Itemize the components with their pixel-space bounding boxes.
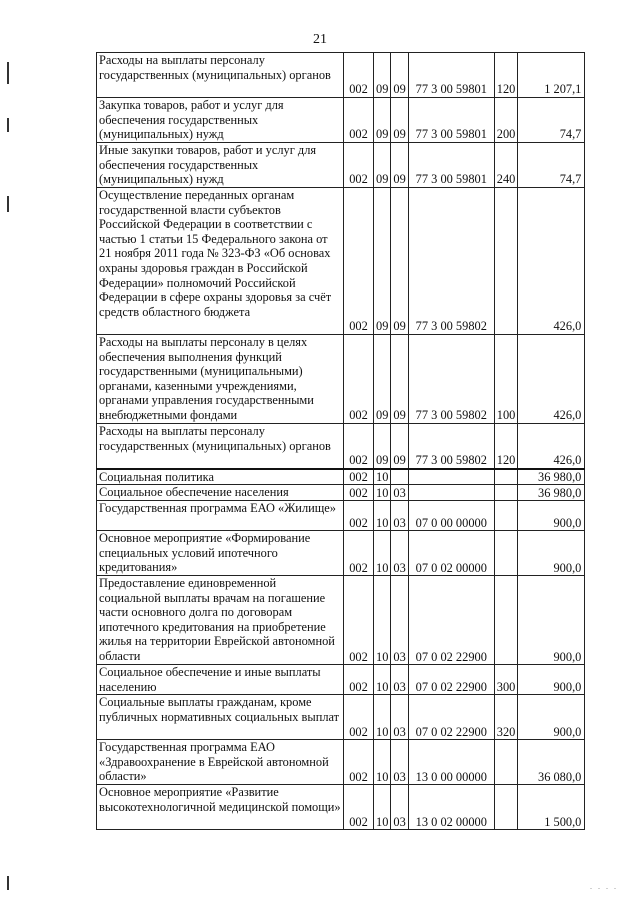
row-name-cell: Социальное обеспечение населения: [97, 485, 344, 501]
subsection-code-cell: 09: [391, 98, 408, 143]
section-code-cell: 10: [374, 485, 391, 501]
target-article-code-cell: 77 3 00 59801: [408, 53, 494, 98]
expense-type-code-cell: [494, 576, 518, 665]
table-row: [97, 576, 585, 665]
target-article-code-cell: 13 0 00 00000: [408, 740, 494, 785]
table-body: [97, 53, 585, 830]
expense-type-code-cell: 200: [494, 98, 518, 143]
ministry-code-cell: 002: [344, 98, 374, 143]
row-name-cell: Предоставление единовременной социальной выплаты врачам на погашение части основного долга по договорам ипотечного кредитования на приобретение жилья на территории Еврейской автономной области: [97, 576, 344, 665]
table-row: [97, 665, 585, 695]
expense-type-code-cell: [494, 501, 518, 531]
subsection-code-cell: 09: [391, 188, 408, 335]
table-row: [97, 188, 585, 335]
section-code-cell: 09: [374, 98, 391, 143]
subsection-code-cell: 03: [391, 695, 408, 740]
target-article-code-cell: [408, 469, 494, 485]
amount-cell: 36 980,0: [518, 485, 585, 501]
ministry-code-cell: 002: [344, 501, 374, 531]
row-name-cell: Основное мероприятие «Формирование специальных условий ипотечного кредитования»: [97, 531, 344, 576]
row-name-cell: Закупка товаров, работ и услуг для обеспечения государственных (муниципальных) нужд: [97, 98, 344, 143]
subsection-code-cell: 03: [391, 576, 408, 665]
subsection-code-cell: 09: [391, 424, 408, 469]
corner-scan-mark: . . . .: [590, 882, 618, 891]
target-article-code-cell: 13 0 02 00000: [408, 785, 494, 830]
budget-allocation-table: [96, 52, 585, 830]
ministry-code-cell: 002: [344, 143, 374, 188]
subsection-code-cell: 03: [391, 785, 408, 830]
table-row: [97, 143, 585, 188]
row-name-cell: Осуществление переданных органам государственной власти субъектов Российской Федерации в соответствии с частью 1 статьи 15 Федерального закона от 21 ноября 2011 года № 323-ФЗ «Об основах охраны здоровья граждан в Российской Федерации» полномочий Российской Федерации в сфере охраны здоровья за счёт средств областного бюджета: [97, 188, 344, 335]
table-row: [97, 98, 585, 143]
section-code-cell: 10: [374, 665, 391, 695]
subsection-code-cell: 03: [391, 665, 408, 695]
amount-cell: 900,0: [518, 695, 585, 740]
left-edge-mark: [7, 196, 9, 212]
amount-cell: 426,0: [518, 335, 585, 424]
section-code-cell: 09: [374, 53, 391, 98]
amount-cell: 900,0: [518, 531, 585, 576]
section-code-cell: 10: [374, 695, 391, 740]
target-article-code-cell: 77 3 00 59802: [408, 335, 494, 424]
target-article-code-cell: 77 3 00 59802: [408, 188, 494, 335]
section-code-cell: 10: [374, 785, 391, 830]
section-code-cell: 09: [374, 143, 391, 188]
left-edge-mark: [7, 876, 9, 890]
target-article-code-cell: 07 0 02 22900: [408, 576, 494, 665]
expense-type-code-cell: 100: [494, 335, 518, 424]
row-name-cell: Расходы на выплаты персоналу государственных (муниципальных) органов: [97, 53, 344, 98]
target-article-code-cell: 77 3 00 59801: [408, 98, 494, 143]
amount-cell: 1 207,1: [518, 53, 585, 98]
section-code-cell: 10: [374, 531, 391, 576]
row-name-cell: Иные закупки товаров, работ и услуг для обеспечения государственных (муниципальных) нужд: [97, 143, 344, 188]
table-row: [97, 469, 585, 485]
row-name-cell: Государственная программа ЕАО «Жилище»: [97, 501, 344, 531]
expense-type-code-cell: 120: [494, 424, 518, 469]
ministry-code-cell: 002: [344, 531, 374, 576]
expense-type-code-cell: 300: [494, 665, 518, 695]
left-edge-mark: [7, 62, 9, 84]
section-code-cell: 09: [374, 188, 391, 335]
row-name-cell: Расходы на выплаты персоналу в целях обеспечения выполнения функций государственными (муниципальными) органами, казенными учреждениями, органами управления государственными внебюджетными фондами: [97, 335, 344, 424]
table-row: [97, 531, 585, 576]
subsection-code-cell: 03: [391, 531, 408, 576]
amount-cell: 1 500,0: [518, 785, 585, 830]
subsection-code-cell: 09: [391, 143, 408, 188]
section-code-cell: 10: [374, 469, 391, 485]
subsection-code-cell: 03: [391, 501, 408, 531]
table-row: [97, 424, 585, 469]
table-row: [97, 740, 585, 785]
row-name-cell: Социальное обеспечение и иные выплаты населению: [97, 665, 344, 695]
target-article-code-cell: 07 0 02 22900: [408, 665, 494, 695]
left-edge-mark: [7, 118, 9, 132]
row-name-cell: Расходы на выплаты персоналу государственных (муниципальных) органов: [97, 424, 344, 469]
target-article-code-cell: 77 3 00 59802: [408, 424, 494, 469]
expense-type-code-cell: [494, 531, 518, 576]
ministry-code-cell: 002: [344, 335, 374, 424]
section-code-cell: 09: [374, 424, 391, 469]
amount-cell: 74,7: [518, 143, 585, 188]
ministry-code-cell: 002: [344, 53, 374, 98]
section-code-cell: 10: [374, 501, 391, 531]
ministry-code-cell: 002: [344, 576, 374, 665]
table-row: [97, 501, 585, 531]
section-code-cell: 09: [374, 335, 391, 424]
target-article-code-cell: 07 0 02 22900: [408, 695, 494, 740]
amount-cell: 900,0: [518, 576, 585, 665]
subsection-code-cell: 09: [391, 53, 408, 98]
table-row: [97, 335, 585, 424]
ministry-code-cell: 002: [344, 665, 374, 695]
section-code-cell: 10: [374, 740, 391, 785]
row-name-cell: Социальные выплаты гражданам, кроме публичных нормативных социальных выплат: [97, 695, 344, 740]
expense-type-code-cell: [494, 785, 518, 830]
expense-type-code-cell: 120: [494, 53, 518, 98]
ministry-code-cell: 002: [344, 785, 374, 830]
target-article-code-cell: 07 0 02 00000: [408, 531, 494, 576]
amount-cell: 900,0: [518, 501, 585, 531]
expense-type-code-cell: 320: [494, 695, 518, 740]
table-row: [97, 53, 585, 98]
target-article-code-cell: 77 3 00 59801: [408, 143, 494, 188]
amount-cell: 36 080,0: [518, 740, 585, 785]
table-row: [97, 695, 585, 740]
ministry-code-cell: 002: [344, 740, 374, 785]
ministry-code-cell: 002: [344, 485, 374, 501]
target-article-code-cell: 07 0 00 00000: [408, 501, 494, 531]
expense-type-code-cell: 240: [494, 143, 518, 188]
expense-type-code-cell: [494, 188, 518, 335]
amount-cell: 426,0: [518, 424, 585, 469]
ministry-code-cell: 002: [344, 188, 374, 335]
page-number: 21: [313, 32, 327, 47]
subsection-code-cell: [391, 469, 408, 485]
row-name-cell: Государственная программа ЕАО «Здравоохранение в Еврейской автономной области»: [97, 740, 344, 785]
ministry-code-cell: 002: [344, 469, 374, 485]
subsection-code-cell: 03: [391, 485, 408, 501]
section-code-cell: 10: [374, 576, 391, 665]
expense-type-code-cell: [494, 740, 518, 785]
row-name-cell: Основное мероприятие «Развитие высокотехнологичной медицинской помощи»: [97, 785, 344, 830]
table-row: [97, 785, 585, 830]
amount-cell: 74,7: [518, 98, 585, 143]
amount-cell: 36 980,0: [518, 469, 585, 485]
subsection-code-cell: 09: [391, 335, 408, 424]
ministry-code-cell: 002: [344, 424, 374, 469]
target-article-code-cell: [408, 485, 494, 501]
expense-type-code-cell: [494, 485, 518, 501]
amount-cell: 426,0: [518, 188, 585, 335]
subsection-code-cell: 03: [391, 740, 408, 785]
row-name-cell: Социальная политика: [97, 469, 344, 485]
ministry-code-cell: 002: [344, 695, 374, 740]
table-row: [97, 485, 585, 501]
amount-cell: 900,0: [518, 665, 585, 695]
expense-type-code-cell: [494, 469, 518, 485]
